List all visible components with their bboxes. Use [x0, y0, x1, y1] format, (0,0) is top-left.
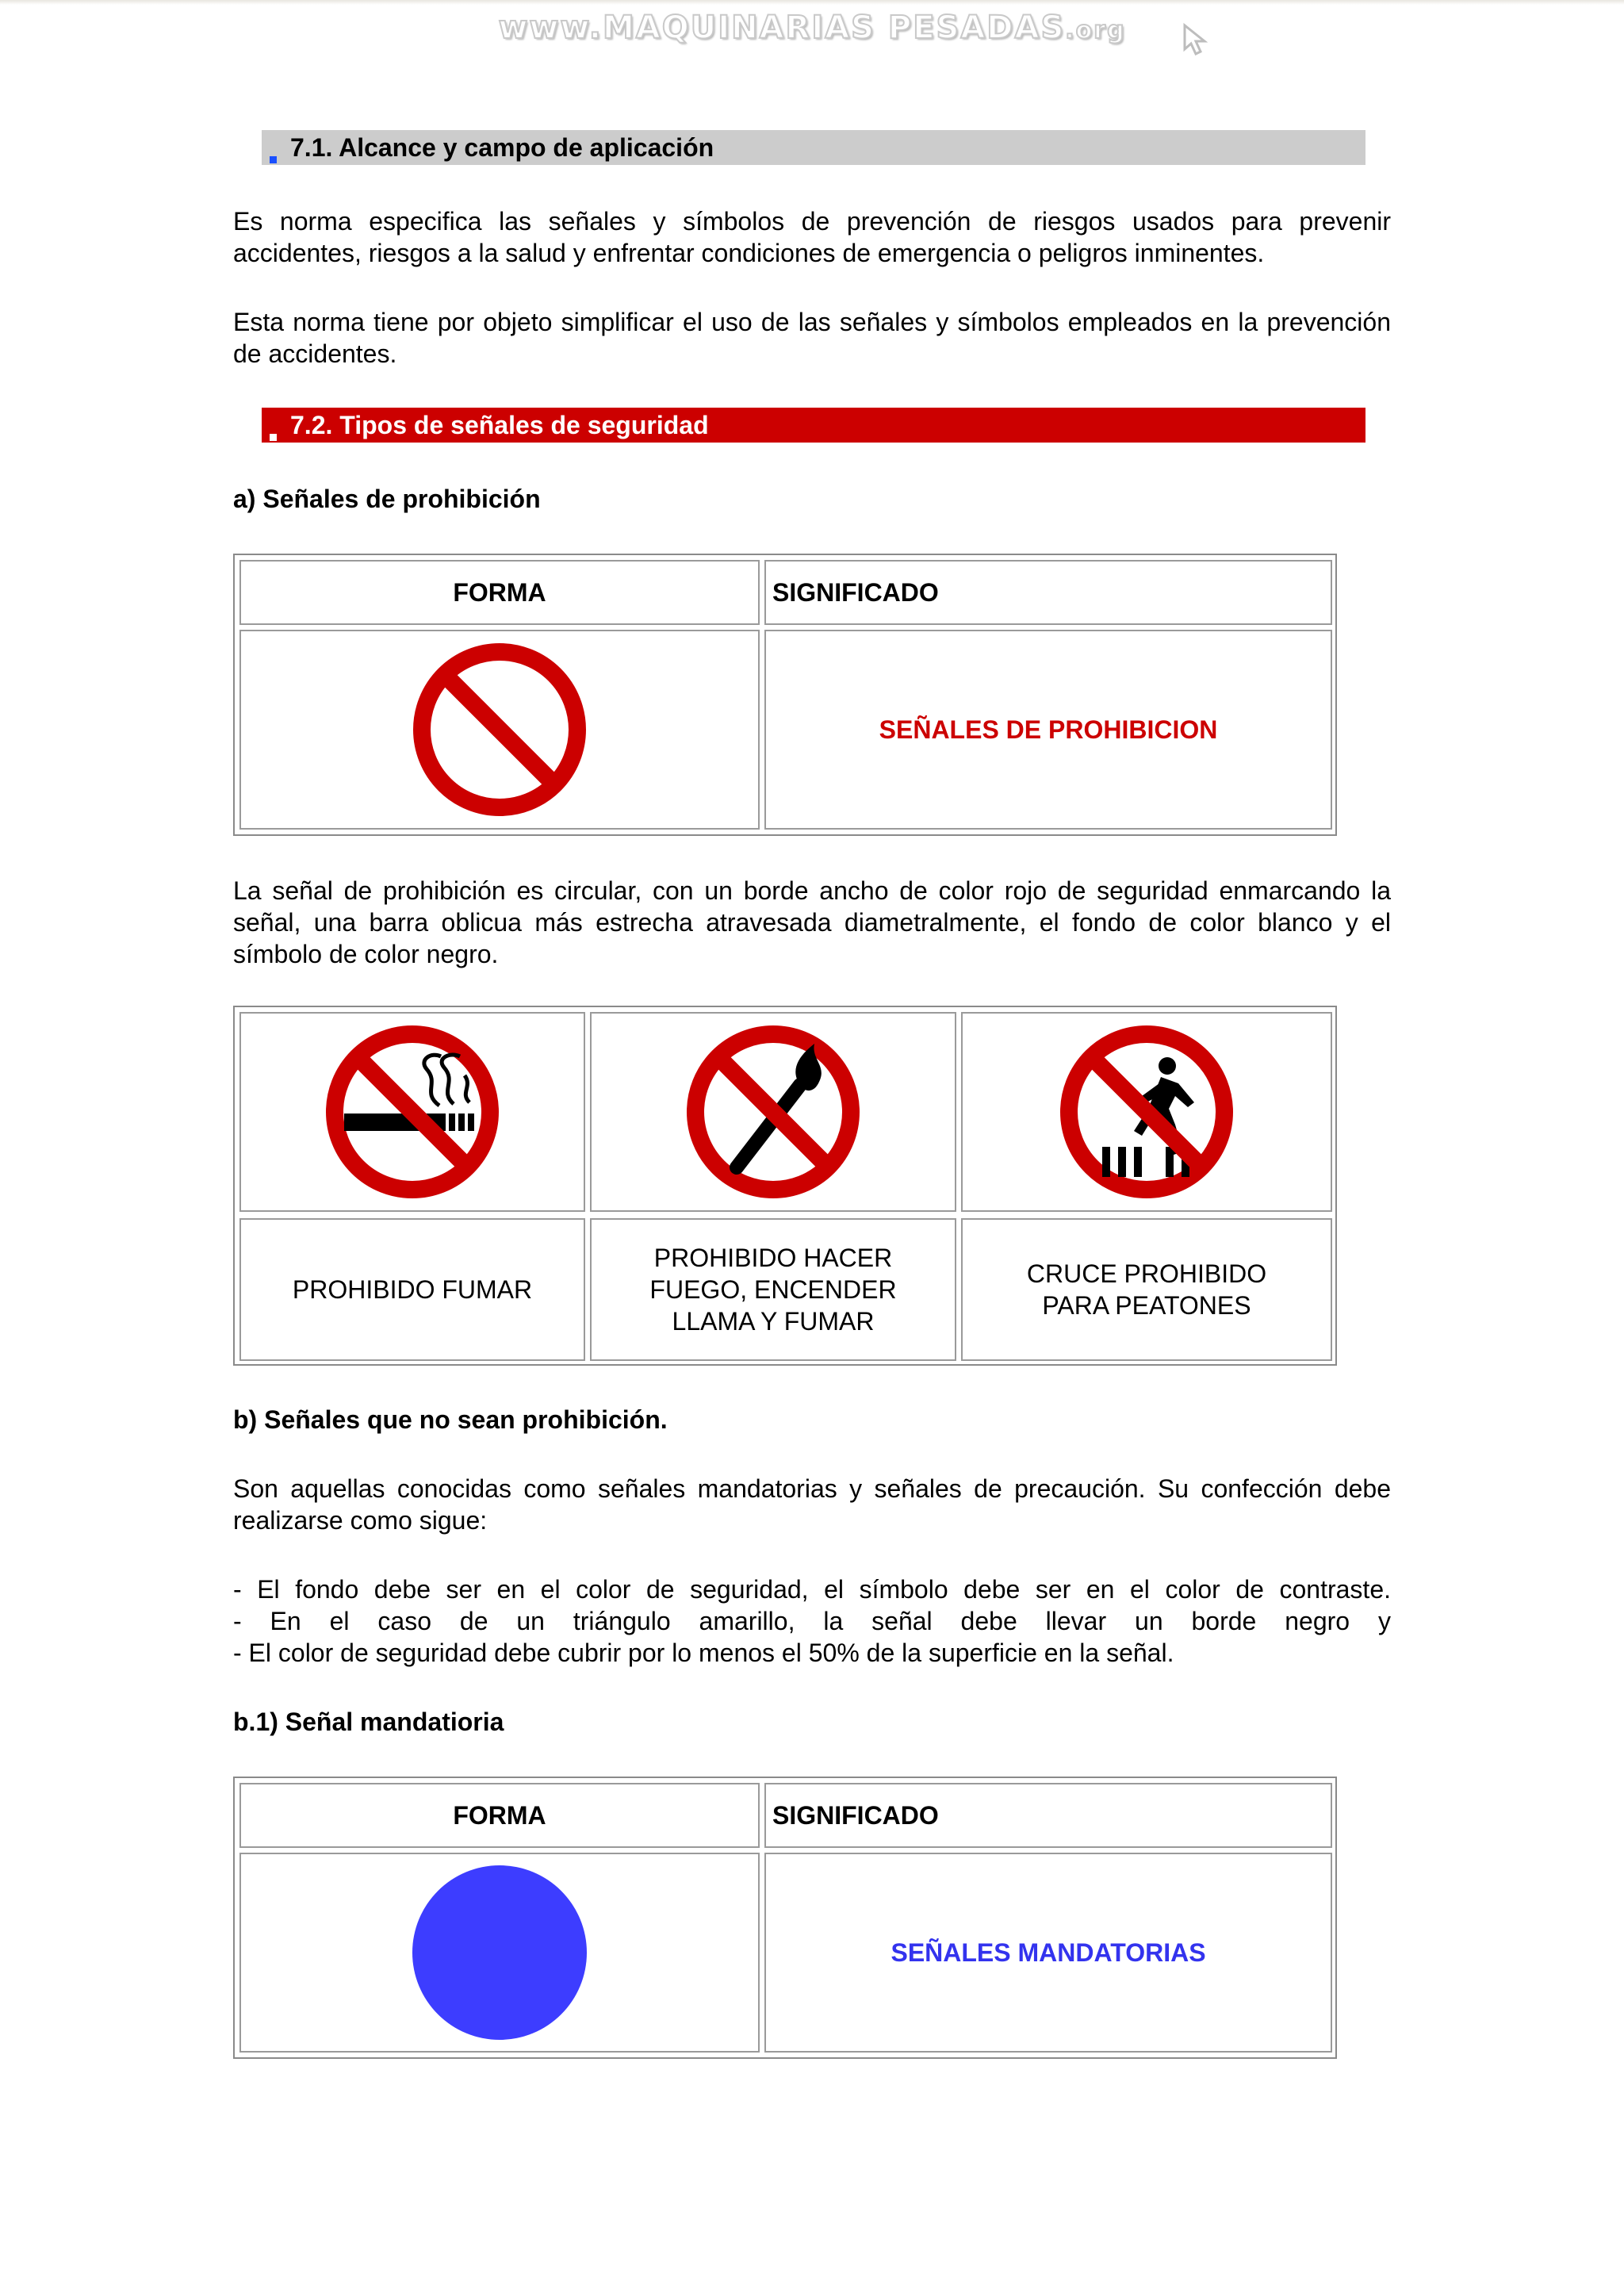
section-bullet-icon	[270, 434, 277, 441]
section-7-2-header	[262, 408, 1365, 443]
example-icon-cell	[961, 1012, 1332, 1212]
prohibition-sign-icon	[408, 638, 591, 821]
significado-cell: SEÑALES DE PROHIBICION	[764, 630, 1332, 830]
example-label-cell: CRUCE PROHIBIDO PARA PEATONES	[961, 1218, 1332, 1361]
table-prohibition	[233, 554, 1337, 836]
section-7-1-title: 7.1. Alcance y campo de aplicación	[290, 133, 714, 162]
example-icon-cell	[590, 1012, 956, 1212]
requirement-line: - El color de seguridad debe cubrir por lo menos el 50% de la superficie en la señal.	[233, 1639, 1174, 1667]
top-edge	[0, 0, 1624, 5]
forma-cell	[239, 1853, 760, 2053]
mandatory-sign-icon	[408, 1861, 591, 2044]
no-fire-icon	[681, 1020, 865, 1204]
example-label-cell: PROHIBIDO HACER FUEGO, ENCENDER LLAMA Y FUMAR	[590, 1218, 956, 1361]
header-forma: FORMA	[239, 1783, 760, 1848]
paragraph-objective: Esta norma tiene por objeto simplificar el uso de las señales y símbolos empleados en la prevención de accidentes.	[233, 308, 1391, 368]
significado-cell: SEÑALES MANDATORIAS	[764, 1853, 1332, 2053]
site-watermark	[0, 10, 1624, 46]
section-bullet-icon	[270, 156, 277, 163]
header-significado: SIGNIFICADO	[764, 1783, 1332, 1848]
cursor-arrow-icon	[1180, 22, 1216, 59]
paragraph-scope: Es norma especifica las señales y símbolos de prevención de riesgos usados para prevenir accidentes, riesgos a la salud y enfrentar condiciones de emergencia o peligros inminentes.	[233, 207, 1391, 267]
table-mandatory	[233, 1777, 1337, 2059]
watermark-main: www.MAQUINARIAS PESADAS	[498, 10, 1066, 46]
header-significado: SIGNIFICADO	[764, 560, 1332, 625]
paragraph-requirements	[233, 1573, 1391, 1669]
heading-mandatory: b.1) Señal mandatioria	[233, 1708, 504, 1736]
example-icon-cell	[239, 1012, 585, 1212]
paragraph-non-prohibition: Son aquellas conocidas como señales mandatorias y señales de precaución. Su confección debe realizarse como sigue:	[233, 1474, 1391, 1535]
table-prohibition-examples	[233, 1006, 1337, 1366]
watermark-suffix: .org	[1065, 17, 1126, 44]
requirement-line: - El fondo debe ser en el color de seguridad, el símbolo debe ser en el color de contraste.	[233, 1575, 1391, 1604]
no-pedestrians-icon	[1055, 1020, 1239, 1204]
paragraph-prohibition-description: La señal de prohibición es circular, con un borde ancho de color rojo de seguridad enmarcando la señal, una barra oblicua más estrecha atravesada diametralmente, el fondo de color blanco y el símbolo de color negro.	[233, 876, 1391, 968]
heading-non-prohibition: b) Señales que no sean prohibición.	[233, 1405, 668, 1434]
section-7-1-header	[262, 130, 1365, 165]
section-7-2-title: 7.2. Tipos de señales de seguridad	[290, 411, 709, 439]
forma-cell	[239, 630, 760, 830]
requirement-line: - En el caso de un triángulo amarillo, la señal debe llevar un borde negro y	[233, 1607, 1391, 1635]
example-label-cell: PROHIBIDO FUMAR	[239, 1218, 585, 1361]
header-forma: FORMA	[239, 560, 760, 625]
heading-prohibition: a) Señales de prohibición	[233, 485, 541, 513]
no-smoking-icon	[320, 1020, 504, 1204]
